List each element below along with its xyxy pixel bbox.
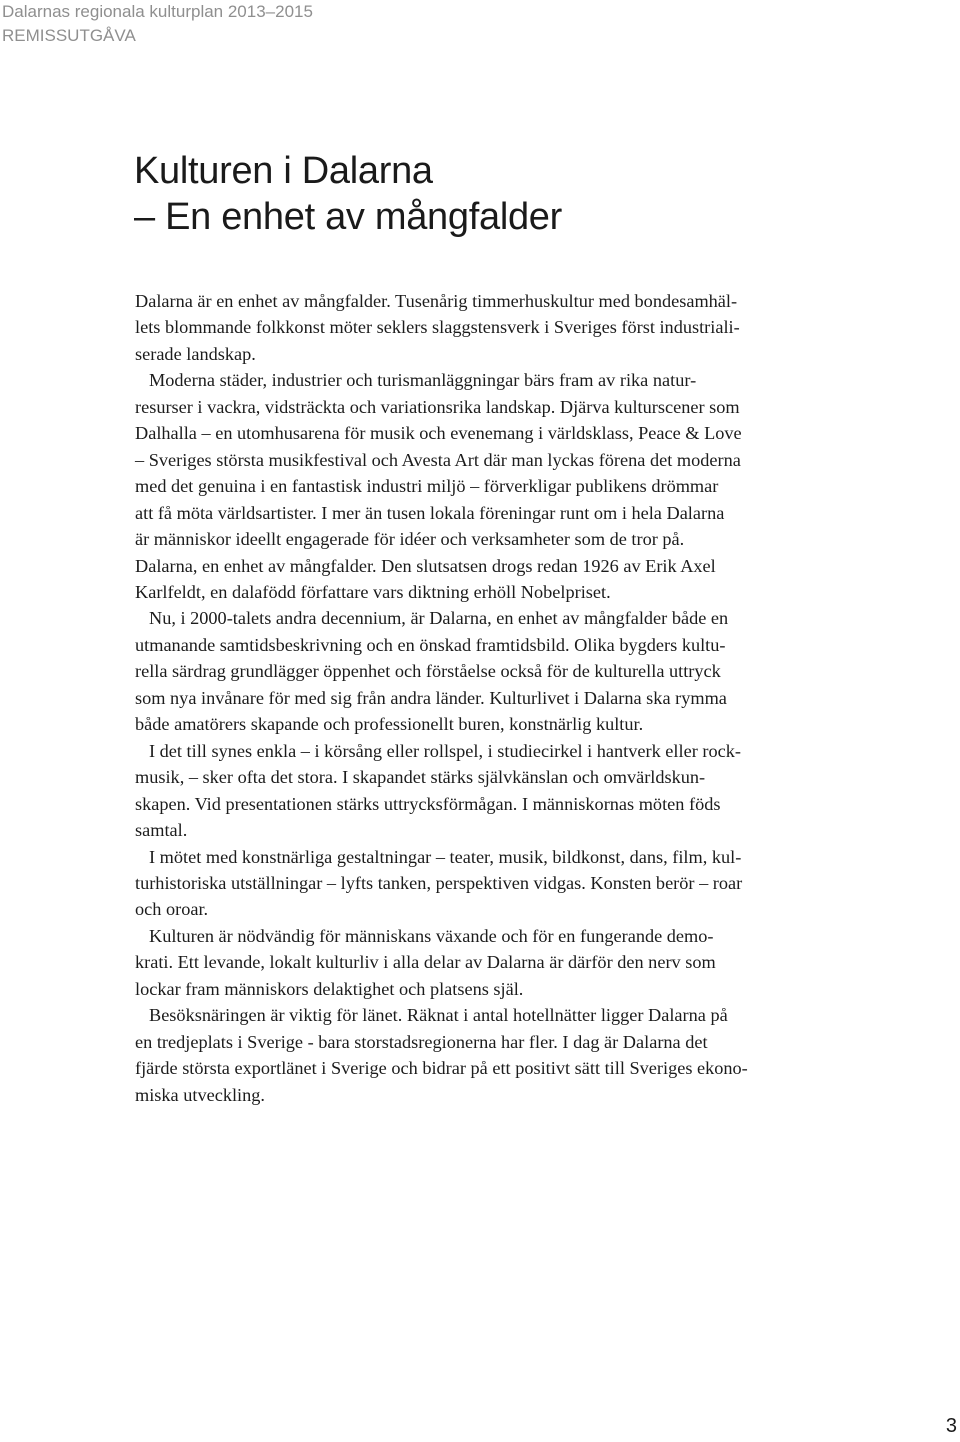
paragraph-line: Kulturen är nödvändig för människans växande och för en fungerande demo- bbox=[149, 925, 714, 946]
paragraph-line: lockar fram människors delaktighet och platsens själ. bbox=[135, 978, 524, 999]
running-head-title: Dalarnas regionala kulturplan 2013–2015 bbox=[2, 2, 313, 21]
page-title bbox=[134, 148, 562, 240]
paragraph-line: skapen. Vid presentationen stärks uttrycksförmågan. I människornas möten föds bbox=[135, 793, 721, 814]
paragraph-line: samtal. bbox=[135, 820, 188, 841]
paragraph-line: musik, – sker ofta det stora. I skapandet stärks självkänslan och omvärldskun- bbox=[135, 767, 706, 788]
paragraph-line: som nya invånare för med sig från andra länder. Kulturlivet i Dalarna ska rymma bbox=[135, 687, 727, 708]
page-title-line-2: – En enhet av mångfalder bbox=[134, 196, 562, 238]
paragraph-line: krati. Ett levande, lokalt kulturliv i alla delar av Dalarna är därför den nerv som bbox=[135, 952, 716, 973]
paragraph-line: Besöksnäringen är viktig för länet. Räknat i antal hotellnätter ligger Dalarna på bbox=[149, 1005, 728, 1026]
paragraph-line: och oroar. bbox=[135, 899, 209, 920]
paragraph-line: att få möta världsartister. I mer än tusen lokala föreningar runt om i hela Dalarna bbox=[135, 502, 725, 523]
paragraph-line: resurser i vackra, vidsträckta och variationsrika landskap. Djärva kulturscener som bbox=[135, 396, 740, 417]
paragraph-line: utmanande samtidsbeskrivning och en önskad framtidsbild. Olika bygders kultu- bbox=[135, 634, 726, 655]
paragraph-line: – Sveriges största musikfestival och Avesta Art där man lyckas förena det moderna bbox=[135, 449, 741, 470]
running-head bbox=[2, 0, 313, 48]
paragraph-line: serade landskap. bbox=[135, 343, 256, 364]
paragraph-3 bbox=[135, 605, 835, 737]
page-title-line-1: Kulturen i Dalarna bbox=[134, 150, 433, 192]
paragraph-5 bbox=[135, 844, 835, 923]
paragraph-line: är människor ideellt engagerade för idéer och verksamheter som de tror på. bbox=[135, 529, 685, 550]
paragraph-line: miska utveckling. bbox=[135, 1084, 265, 1105]
paragraph-line: med det genuina i en fantastisk industri miljö – förverkligar publikens drömmar bbox=[135, 476, 719, 497]
paragraph-line: I mötet med konstnärliga gestaltningar – teater, musik, bildkonst, dans, film, kul- bbox=[149, 846, 742, 867]
paragraph-line: Moderna städer, industrier och turismanläggningar bärs fram av rika natur- bbox=[149, 370, 697, 391]
paragraph-7 bbox=[135, 1002, 835, 1108]
paragraph-line: lets blommande folkkonst möter seklers slaggstensverk i Sveriges först industriali- bbox=[135, 317, 740, 338]
body-text bbox=[135, 288, 835, 1108]
paragraph-line: I det till synes enkla – i körsång eller rollspel, i studiecirkel i hantverk eller rock- bbox=[149, 740, 741, 761]
paragraph-line: Dalarna är en enhet av mångfalder. Tusenårig timmerhuskultur med bondesamhäl- bbox=[135, 291, 738, 311]
paragraph-4 bbox=[135, 738, 835, 844]
paragraph-6 bbox=[135, 923, 835, 1002]
paragraph-1 bbox=[135, 288, 835, 367]
page-number: 3 bbox=[945, 1415, 957, 1437]
paragraph-line: rella särdrag grundlägger öppenhet och förståelse också för de kulturella uttryck bbox=[135, 661, 721, 682]
running-head-edition: REMISSUTGÅVA bbox=[2, 26, 136, 45]
paragraph-line: Dalarna, en enhet av mångfalder. Den slutsatsen drogs redan 1926 av Erik Axel bbox=[135, 555, 716, 576]
paragraph-line: en tredjeplats i Sverige - bara storstadsregionerna har fler. I dag är Dalarna det bbox=[135, 1031, 708, 1052]
paragraph-line: Dalhalla – en utomhusarena för musik och evenemang i världsklass, Peace & Love bbox=[135, 423, 742, 444]
paragraph-line: Karlfeldt, en dalafödd författare vars diktning erhöll Nobelpriset. bbox=[135, 581, 611, 602]
paragraph-line: turhistoriska utställningar – lyfts tanken, perspektiven vidgas. Konsten berör – roar bbox=[135, 872, 743, 893]
paragraph-line: Nu, i 2000-talets andra decennium, är Dalarna, en enhet av mångfalder både en bbox=[149, 608, 729, 629]
paragraph-2 bbox=[135, 367, 835, 605]
paragraph-line: både amatörers skapande och professionellt buren, konstnärlig kultur. bbox=[135, 714, 644, 735]
paragraph-line: fjärde största exportlänet i Sverige och bidrar på ett positivt sätt till Sveriges ekono- bbox=[135, 1058, 748, 1079]
